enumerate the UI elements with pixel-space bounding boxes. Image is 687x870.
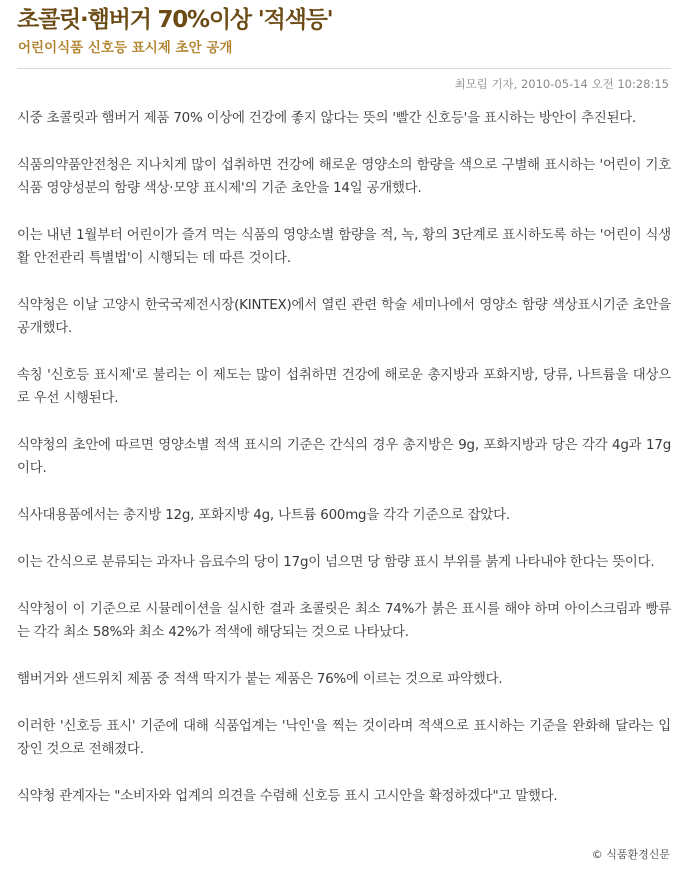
- copyright-notice: © 식품환경신문: [591, 848, 670, 861]
- article-paragraph-11: 이러한 '신호등 표시' 기준에 대해 식품업계는 '낙인'을 찍는 것이라며 적색으로 표시하는 기준을 완화해 달라는 입장인 것으로 전해졌다.: [17, 719, 671, 757]
- article-paragraph-10: 햄버거와 샌드위치 제품 중 적색 딱지가 붙는 제품은 76%에 이르는 것으로 파악했다.: [17, 672, 503, 687]
- article-byline: 최모림 기자, 2010-05-14 오전 10:28:15: [454, 77, 669, 91]
- article-paragraph-8: 이는 간식으로 분류되는 과자나 음료수의 당이 17g이 넘으면 당 함량 표시 부위를 붉게 나타내야 한다는 뜻이다.: [17, 555, 655, 570]
- article-paragraph-12: 식약청 관계자는 "소비자와 업계의 의견을 수렴해 신호등 표시 고시안을 확정하겠다"고 말했다.: [17, 789, 558, 804]
- title-divider: [17, 68, 671, 69]
- article-paragraph-1: 시중 초콜릿과 햄버거 제품 70% 이상에 건강에 좋지 않다는 뜻의 '빨간 신호등'을 표시하는 방안이 추진된다.: [17, 111, 637, 126]
- article-paragraph-2: 식품의약품안전청은 지나치게 많이 섭취하면 건강에 해로운 영양소의 함량을 색으로 구별해 표시하는 '어린이 기호식품 영양성분의 함량 색상·모양 표시제'의 기준 초안을 14일 공개했다.: [17, 158, 671, 196]
- article-paragraph-6: 식약청의 초안에 따르면 영양소별 적색 표시의 기준은 간식의 경우 총지방은 9g, 포화지방과 당은 각각 4g과 17g이다.: [17, 438, 671, 476]
- article-paragraph-5: 속칭 '신호등 표시제'로 불리는 이 제도는 많이 섭취하면 건강에 해로운 총지방과 포화지방, 당류, 나트륨을 대상으로 우선 시행된다.: [17, 368, 671, 406]
- article-title: 초콜릿·햄버거 70%이상 '적색등': [17, 7, 333, 33]
- article-paragraph-4: 식약청은 이날 고양시 한국국제전시장(KINTEX)에서 열린 관련 학술 세미나에서 영양소 함량 색상표시기준 초안을 공개했다.: [17, 298, 671, 336]
- article-paragraph-3: 이는 내년 1월부터 어린이가 즐겨 먹는 식품의 영양소별 함량을 적, 녹, 황의 3단계로 표시하도록 하는 '어린이 식생활 안전관리 특별법'이 시행되는 데 따른 것이다.: [17, 228, 671, 266]
- article-body: [17, 107, 671, 808]
- article-paragraph-9: 식약청이 이 기준으로 시뮬레이션을 실시한 결과 초콜릿은 최소 74%가 붉은 표시를 해야 하며 아이스크림과 빵류는 각각 최소 58%와 최소 42%가 적색에 해당되는 것으로 나타났다.: [17, 602, 671, 640]
- article-paragraph-7: 식사대용품에서는 총지방 12g, 포화지방 4g, 나트륨 600mg을 각각 기준으로 잡았다.: [17, 508, 510, 523]
- article-subtitle: 어린이식품 신호등 표시제 초안 공개: [18, 40, 233, 56]
